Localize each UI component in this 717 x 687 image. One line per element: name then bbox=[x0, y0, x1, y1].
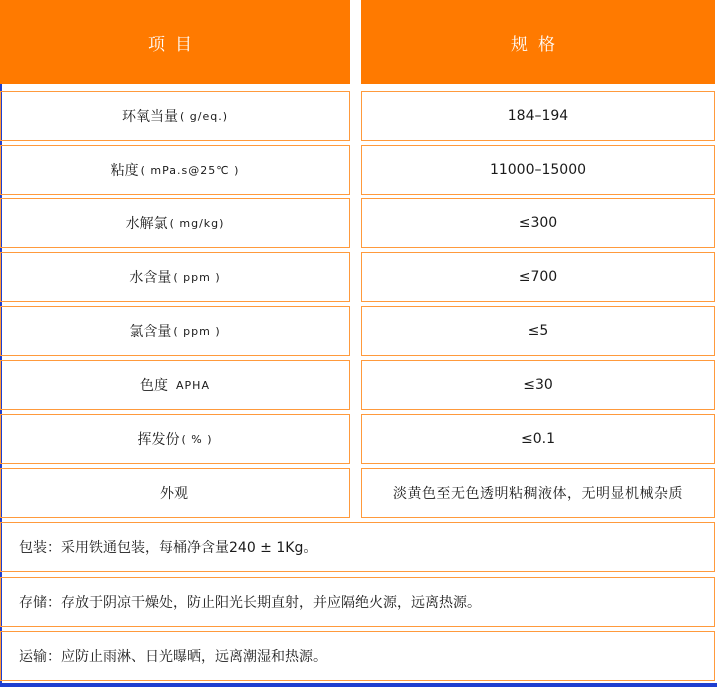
row-value: ≤300 bbox=[518, 215, 558, 231]
note-storage bbox=[0, 577, 715, 627]
row-unit: ( g/eq.) bbox=[179, 109, 228, 123]
row-unit: ( mg/kg) bbox=[169, 216, 225, 230]
row-name: 外观 bbox=[160, 486, 188, 502]
row-value-chlorine-content bbox=[361, 306, 715, 356]
note-packaging bbox=[0, 522, 715, 572]
row-value: 淡黄色至无色透明粘稠液体，无明显机械杂质 bbox=[393, 486, 683, 502]
row-name: 粘度 bbox=[110, 163, 139, 179]
row-label-epoxy-equivalent bbox=[0, 91, 350, 141]
row-value-volatile-content bbox=[361, 414, 715, 464]
row-label-viscosity bbox=[0, 145, 350, 195]
row-value: 11000–15000 bbox=[489, 162, 587, 178]
row-label-appearance bbox=[0, 468, 350, 518]
note-transport-text: 运输：应防止雨淋、日光曝晒，远离潮湿和热源。 bbox=[19, 649, 327, 665]
row-value-hydrolyzable-chlorine bbox=[361, 198, 715, 248]
note-transport bbox=[0, 631, 715, 681]
note-storage-text: 存储：存放于阴凉干燥处，防止阳光长期直射，并应隔绝火源，远离热源。 bbox=[19, 595, 481, 611]
row-value: ≤0.1 bbox=[521, 431, 555, 447]
row-name: 水含量 bbox=[129, 270, 172, 286]
row-label-hydrolyzable-chlorine bbox=[0, 198, 350, 248]
row-label-color bbox=[0, 360, 350, 410]
row-name: 环氧当量 bbox=[121, 109, 178, 125]
row-unit: ( mPa.s@25℃ ) bbox=[140, 163, 240, 177]
row-value-water-content bbox=[361, 252, 715, 302]
row-label-water-content bbox=[0, 252, 350, 302]
row-value-viscosity bbox=[361, 145, 715, 195]
row-value: ≤700 bbox=[518, 269, 558, 285]
note-packaging-text: 包装：采用铁通包装，每桶净含量240 ± 1Kg。 bbox=[19, 540, 318, 556]
row-unit: ( ppm ) bbox=[173, 324, 221, 338]
row-unit: APHA bbox=[176, 378, 210, 392]
header-item: 项目 bbox=[0, 0, 350, 84]
row-value-epoxy-equivalent bbox=[361, 91, 715, 141]
row-unit: ( % ) bbox=[181, 432, 213, 446]
row-name: 水解氯 bbox=[125, 216, 168, 232]
row-value: ≤30 bbox=[523, 377, 553, 393]
row-value: 184–194 bbox=[507, 108, 569, 124]
row-value-color bbox=[361, 360, 715, 410]
row-name: 氯含量 bbox=[129, 324, 172, 340]
row-name: 挥发份 bbox=[137, 432, 180, 448]
row-label-volatile-content bbox=[0, 414, 350, 464]
row-value: ≤5 bbox=[527, 323, 549, 339]
row-label-chlorine-content bbox=[0, 306, 350, 356]
row-unit: ( ppm ) bbox=[173, 270, 221, 284]
bottom-edge-line bbox=[0, 683, 717, 687]
row-value-appearance bbox=[361, 468, 715, 518]
row-name: 色度 bbox=[140, 378, 169, 394]
header-spec: 规格 bbox=[361, 0, 715, 84]
